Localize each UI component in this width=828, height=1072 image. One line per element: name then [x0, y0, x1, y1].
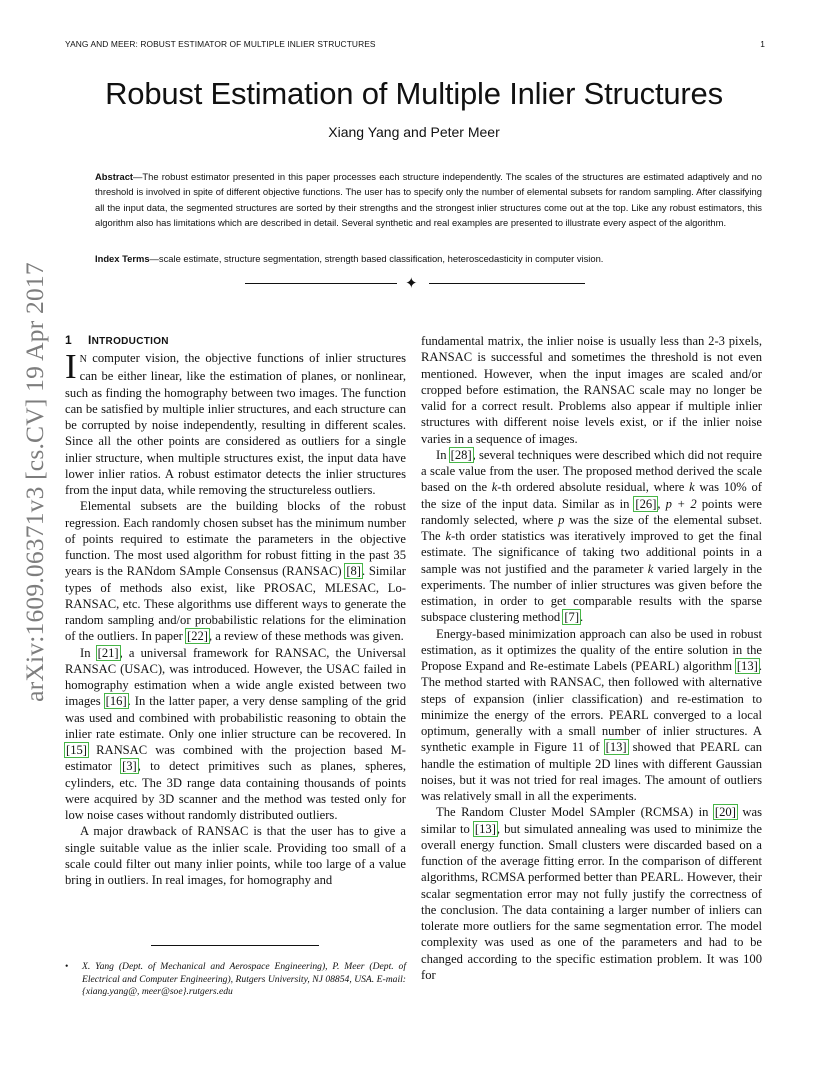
abstract-text: —The robust estimator presented in this paper processes each structure independently. The scales of the structures are estimated adaptively and no threshold is involved in spite of different objective functions. The user has to specify only the number of elemental subsets for random sampling. After classifying all the input data, the segmented structures are sorted by their strengths and the strongest inlier structures come out at the top. Like any robust estimators, this algorithm also has limitations which are described in detail. Several synthetic and real examples are presented to illustrate every aspect of the algorithm.: [95, 171, 762, 229]
separator-line-right: [429, 283, 585, 284]
footnote-rule: [151, 945, 319, 946]
math-symbol: k: [445, 529, 452, 543]
paragraph: [421, 804, 762, 983]
citation-link[interactable]: [13]: [605, 740, 627, 755]
section-title-rest: NTRODUCTION: [91, 336, 169, 347]
abstract: [95, 169, 762, 231]
paragraph: [65, 347, 406, 498]
math-symbol: k: [689, 480, 695, 495]
text-run: varied largely in the experiments. The number of inlier structures was given before the estimation, in order to get comparable results with the sparse subspace clustering method: [421, 561, 762, 625]
citation-link[interactable]: [21]: [97, 645, 119, 660]
citation-link[interactable]: [3]: [122, 759, 137, 774]
paragraph: [65, 498, 406, 644]
text-run: Elemental subsets are the building blocks of the robust regression. Each randomly chosen subset has the minimum number of points required to estimate the parameters in the objective function. The most used algorithm for robust fitting in the past 35 years is the RANdom SAmple Consensus (RANSAC): [65, 499, 406, 579]
drop-cap: I: [65, 347, 77, 386]
footnote-bullet: •: [65, 961, 69, 972]
text-run: In: [80, 645, 97, 660]
text-run: -th ordered absolute residual, where: [497, 480, 690, 495]
left-column: [65, 347, 407, 888]
text-run: , a review of these methods was given.: [208, 629, 404, 644]
separator-diamond-icon: ✦: [405, 274, 418, 292]
text-run: , to detect primitives such as planes, spheres, cylinders, etc. The 3D range data containing thousands of points were acquired by 3D scanner and the method was tested only for low noise cases without randomly distributed outliers.: [65, 759, 406, 822]
text-run: was similar to: [421, 805, 762, 836]
paper-title: Robust Estimation of Multiple Inlier Structures: [105, 76, 723, 111]
text-run: , but simulated annealing was used to minimize the overall energy function. Small clusters were discarded based on a function of the average fitting error. In the comparison of different algorithms, RCMSA performed better than PEARL. However, their scalar segmentation error may not fully justify the correctness of the conclusion. The data containing a larger number of inliers can tolerate more outliers for the same segmentation error. The model complexity was used as one of the parameters and had to be changed according to the specific estimation problem. It was 100 for: [421, 821, 762, 982]
text-run: The Random Cluster Model SAmpler (RCMSA) in: [436, 805, 714, 820]
math-symbol: k: [647, 561, 654, 576]
index-terms: [95, 252, 762, 266]
right-column: [421, 333, 762, 983]
citation-link[interactable]: [20]: [714, 805, 736, 820]
arxiv-identifier-stamp: [0, 0, 70, 1072]
math-symbol: p: [558, 512, 565, 527]
math-symbol: k: [491, 480, 498, 495]
separator-line-left: [245, 283, 397, 284]
paragraph-start-smallcaps: N: [79, 354, 87, 365]
paragraph: [65, 645, 406, 824]
text-run: Energy-based minimization approach can also be used in robust estimation, as it optimizes the quality of the entire solution in the Propose Expand and Re-estimate Labels (PEARL) algorithm: [421, 626, 762, 673]
text-run: was the size of the elemental subset. The: [421, 512, 762, 543]
text-run: RANSAC was combined with the projection based M-estimator: [65, 743, 406, 774]
text-run: showed that PEARL can handle the estimation of multiple 2D lines with different Gaussian noises, but it was not tried for real images. The amount of outliers was relatively small in all the experiments.: [421, 740, 762, 803]
index-terms-label: Index Terms: [95, 253, 150, 264]
arxiv-stamp-text: arXiv:1609.06371v3 [cs.CV] 19 Apr 2017: [20, 262, 49, 702]
paragraph: [421, 626, 762, 805]
paragraph-text: computer vision, the objective functions of inlier structures can be either linear, like the estimation of planes, or nonlinear, such as finding the homography between two images. The function can be satisfied by multiple inlier structures, and each structure can be corrupted by noise independently, resulting in different scales. Since all the other points are considered as outliers for a single inlier structure, when multiple structures exist, the input data have lower inlier ratios. A robust estimator detects the inlier structures from the input data, while removing the structureless outliers.: [65, 351, 406, 497]
footnote: [65, 961, 406, 999]
text-run: , several techniques were described which did not require a scale value from the user. The proposed method derived the scale based on the: [421, 447, 763, 495]
paragraph: fundamental matrix, the inlier noise is usually less than 2-3 pixels, RANSAC is successful and sometimes the threshold is not even mentioned. However, when the input images are scaled and/or cropped before estimation, the RANSAC scale may no longer be valid for a correct result. Problems also appear if multiple inlier structures with different noise levels exist, or if the inlier noise varies in a sequence of images.: [421, 334, 762, 446]
text-run: .: [580, 610, 584, 625]
text-run: , a universal framework for RANSAC, the Universal RANSAC (USAC), was introduced. However, the USAC failed in homography estimation when a wide angle existed between two images: [65, 645, 407, 709]
index-terms-text: —scale estimate, structure segmentation, strength based classification, heteroscedasticity in computer vision.: [149, 253, 604, 264]
citation-link[interactable]: [13]: [736, 659, 758, 673]
math-expression: p + 2: [665, 496, 697, 511]
running-head-title: YANG AND MEER: ROBUST ESTIMATOR OF MULTIPLE INLIER STRUCTURES: [65, 39, 376, 49]
footnote-text: X. Yang (Dept. of Mechanical and Aerospace Engineering), P. Meer (Dept. of Electrical and Computer Engineering), Rutgers University, NJ 08854, USA. E-mail: {xiang.yang@, meer@soe}.rutgers.edu: [82, 961, 406, 998]
page-number: 1: [760, 39, 765, 49]
citation-link[interactable]: [16]: [105, 694, 127, 709]
citation-link[interactable]: [13]: [474, 821, 496, 836]
section-title-initial: I: [87, 333, 92, 347]
text-run: In: [436, 447, 450, 462]
abstract-label: Abstract: [95, 171, 134, 182]
paragraph: A major drawback of RANSAC is that the user has to give a single suitable value as the inlier scale. Providing too small of a scale could filter out many inlier points, while too large of a value bring in outliers. In real images, for homography and: [65, 824, 406, 887]
section-heading: [65, 333, 169, 347]
citation-link[interactable]: [7]: [564, 610, 580, 625]
section-number: 1: [65, 333, 72, 347]
paragraph: [421, 447, 762, 626]
text-run: . In the latter paper, a very dense sampling of the grid was used and combined with probabilistic reasoning to obtain the inlier rate estimate. Only one inlier structure can be recovered. In: [65, 694, 406, 741]
citation-link[interactable]: [22]: [187, 629, 208, 644]
running-header: [65, 39, 765, 49]
text-run: was 10% of the size of the input data. Similar as in: [421, 480, 762, 511]
text-run: -th order statistics was iteratively improved to get the final estimate. The significance of taking two additional points in a sample was not justified and the parameter: [421, 529, 762, 576]
citation-link[interactable]: [26]: [635, 496, 657, 511]
text-run: . Similar types of methods also exist, like PROSAC, MLESAC, Lo-RANSAC, etc. These algorithms use different ways to generate the random sampling and/or probabilistic relations for the elimination of the outliers. In paper: [65, 564, 406, 644]
section-separator: [245, 274, 585, 294]
author-list: Xiang Yang and Peter Meer: [328, 124, 500, 140]
text-run: ,: [657, 496, 666, 511]
citation-link[interactable]: [28]: [450, 447, 472, 462]
citation-link[interactable]: [8]: [346, 564, 361, 579]
text-run: points were randomly selected, where: [421, 496, 763, 527]
citation-link[interactable]: [15]: [66, 743, 87, 757]
text-run: . The method started with RANSAC, then followed with alternative steps of expansion (inlier classification) and re-estimation to minimize the energy of the errors. PEARL converged to a local optimum, generally with a small number of inlier structures. A synthetic example in Figure 11 of: [421, 659, 762, 755]
